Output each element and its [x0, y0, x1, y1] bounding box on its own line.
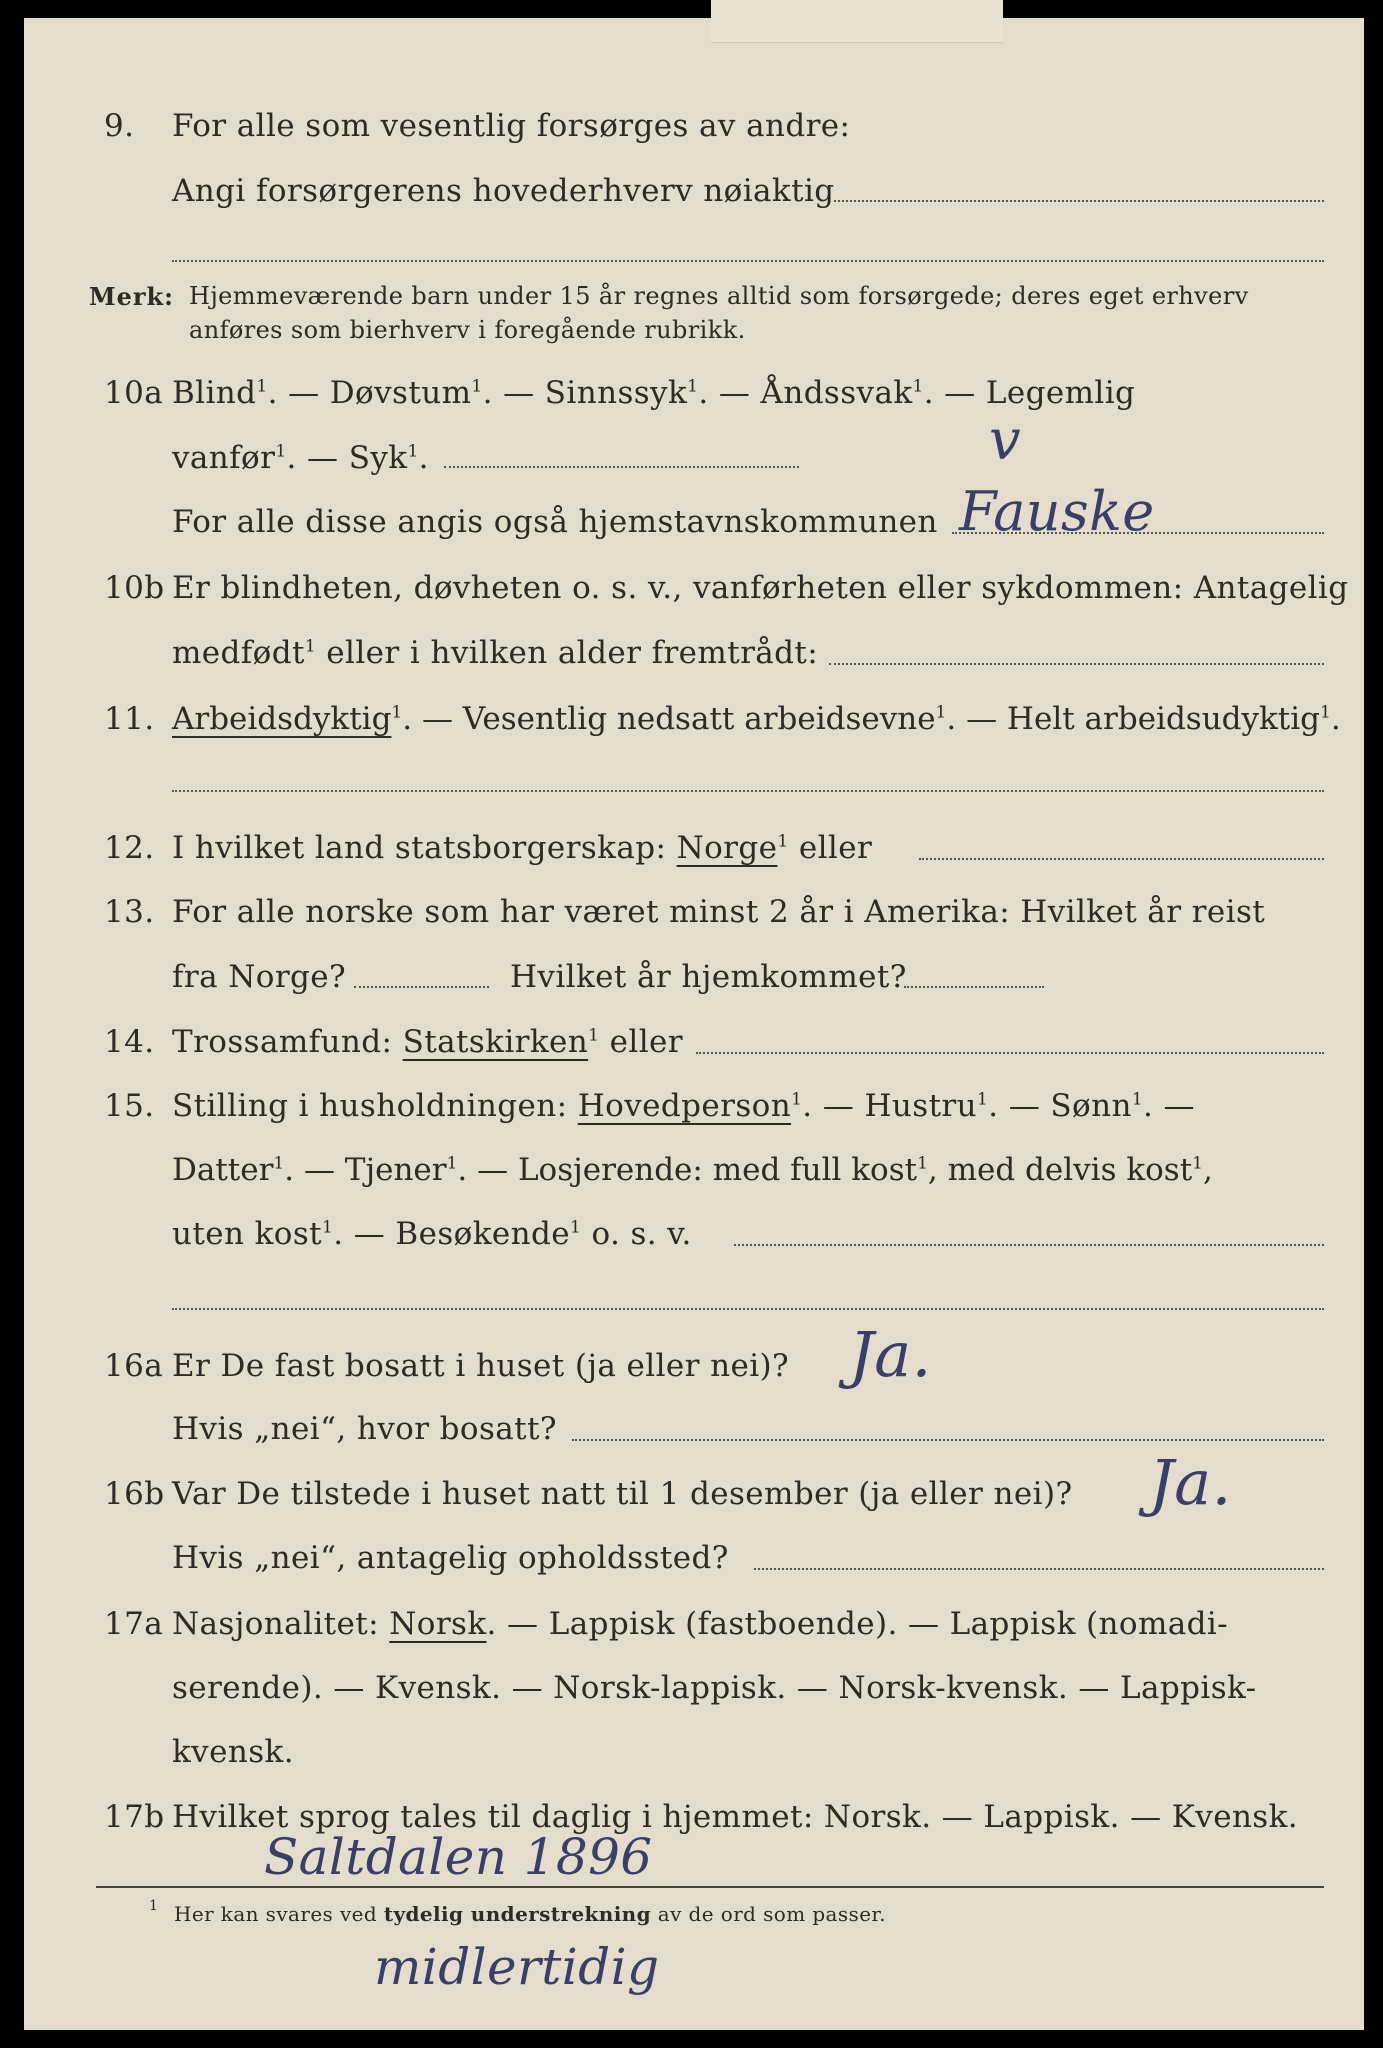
census-form-page [24, 18, 1364, 2030]
q14-text: Trossamfund: Statskirken$^1$ eller [172, 1024, 683, 1060]
q10b-text1: Er blindheten, døvheten o. s. v., vanførheten eller sykdommen: Antagelig [172, 570, 1349, 606]
q15-answer-line-2[interactable] [172, 1308, 1324, 1310]
q15-text3: uten kost$^1$. — Besøkende$^1$ o. s. v. [172, 1216, 692, 1252]
handwritten-place-year: Saltdalen 1896 [264, 1828, 653, 1886]
q17a-text3: kvensk. [172, 1734, 294, 1770]
q14-option-statskirken[interactable]: Statskirken [402, 1024, 589, 1060]
q12-option-norge[interactable]: Norge [676, 830, 778, 866]
footnote-mark: 1 [149, 1898, 159, 1914]
q13-text2a: fra Norge? [172, 959, 347, 995]
q10a-text2: vanfør$^1$. — Syk$^1$. [172, 440, 429, 476]
q10a-text3: For alle disse angis også hjemstavnskommunen [172, 504, 938, 540]
merk-label: Merk: [89, 282, 174, 311]
q14-answer-line[interactable] [696, 1052, 1324, 1054]
q15-option-hovedperson[interactable]: Hovedperson [577, 1088, 792, 1124]
q16a-text2: Hvis „nei“, hvor bosatt? [172, 1411, 557, 1447]
q11-text: Arbeidsdyktig$^1$. — Vesentlig nedsatt arbeidsevne$^1$. — Helt arbeidsudyktig$^1$. [172, 701, 1341, 737]
q12-number: 12. [104, 830, 155, 866]
q17b-number: 17b [104, 1799, 165, 1835]
q17b-text: Hvilket sprog tales til daglig i hjemmet: Norsk. — Lappisk. — Kvensk. [172, 1799, 1299, 1835]
q16b-text2: Hvis „nei“, antagelig opholdssted? [172, 1540, 729, 1576]
q9-answer-line[interactable] [834, 200, 1324, 202]
q13-number: 13. [104, 894, 155, 930]
q17a-number: 17a [104, 1606, 164, 1642]
handwritten-note: midlertidig [374, 1938, 660, 1996]
q10b-answer-line[interactable] [829, 663, 1324, 665]
q16a-answer-line[interactable] [572, 1439, 1324, 1441]
q12-answer-line[interactable] [919, 858, 1324, 860]
paper-tab [711, 0, 1003, 43]
q16a-number: 16a [104, 1348, 164, 1384]
q11-answer-line[interactable] [172, 790, 1324, 792]
footnote-rule [96, 1886, 1324, 1888]
q16b-handwritten-answer: Ja. [1149, 1446, 1232, 1519]
q13-hjemkommet-line[interactable] [904, 986, 1044, 988]
footnote-text: Her kan svares ved tydelig understrekning av de ord som passer. [174, 1902, 886, 1926]
q12-text: I hvilket land statsborgerskap: Norge$^1$ eller [172, 830, 873, 866]
merk-text1: Hjemmeværende barn under 15 år regnes alltid som forsørgede; deres eget erhverv [189, 282, 1249, 310]
q16a-handwritten-answer: Ja. [849, 1318, 932, 1391]
q9-number: 9. [104, 108, 135, 144]
q9-answer-line-2[interactable] [172, 260, 1324, 262]
q9-text2: Angi forsørgerens hovederhverv nøiaktig [172, 173, 835, 209]
q15-text2: Datter$^1$. — Tjener$^1$. — Losjerende: med full kost$^1$, med delvis kost$^1$, [172, 1152, 1213, 1188]
q14-number: 14. [104, 1024, 155, 1060]
q13-text1: For alle norske som har været minst 2 år i Amerika: Hvilket år reist [172, 894, 1266, 930]
q16a-text1: Er De fast bosatt i huset (ja eller nei)? [172, 1348, 790, 1384]
q11-number: 11. [104, 701, 155, 737]
q13-text2b: Hvilket år hjemkommet? [510, 959, 907, 995]
q16b-answer-line[interactable] [754, 1568, 1324, 1570]
q9-text1: For alle som vesentlig forsørges av andre: [172, 108, 851, 144]
q17a-option-norsk[interactable]: Norsk [389, 1606, 487, 1642]
q10b-number: 10b [104, 570, 165, 606]
q13-reist-line[interactable] [354, 986, 489, 988]
merk-text2: anføres som bierhverv i foregående rubrikk. [189, 316, 746, 344]
q11-option-arbeidsdyktig[interactable]: Arbeidsdyktig [172, 701, 392, 737]
q17a-text1: Nasjonalitet: Norsk. — Lappisk (fastboende). — Lappisk (nomadi- [172, 1606, 1229, 1642]
q10a-number: 10a [104, 375, 164, 411]
q10a-handwritten-mark: v [989, 408, 1022, 473]
q15-number: 15. [104, 1088, 155, 1124]
q16b-number: 16b [104, 1476, 165, 1512]
q16b-text1: Var De tilstede i huset natt til 1 desember (ja eller nei)? [172, 1476, 1073, 1512]
q10a-syk-line[interactable] [444, 466, 799, 468]
q10b-text2: medfødt$^1$ eller i hvilken alder fremtrådt: [172, 635, 819, 671]
q10a-handwritten-answer: Fauske [959, 480, 1155, 543]
q10a-text1: Blind$^1$. — Døvstum$^1$. — Sinnssyk$^1$. — Åndssvak$^1$. — Legemlig [172, 375, 1136, 411]
q15-answer-line[interactable] [734, 1244, 1324, 1246]
q17a-text2: serende). — Kvensk. — Norsk-lappisk. — Norsk-kvensk. — Lappisk- [172, 1670, 1257, 1706]
q15-text1: Stilling i husholdningen: Hovedperson$^1$. — Hustru$^1$. — Sønn$^1$. — [172, 1088, 1195, 1124]
